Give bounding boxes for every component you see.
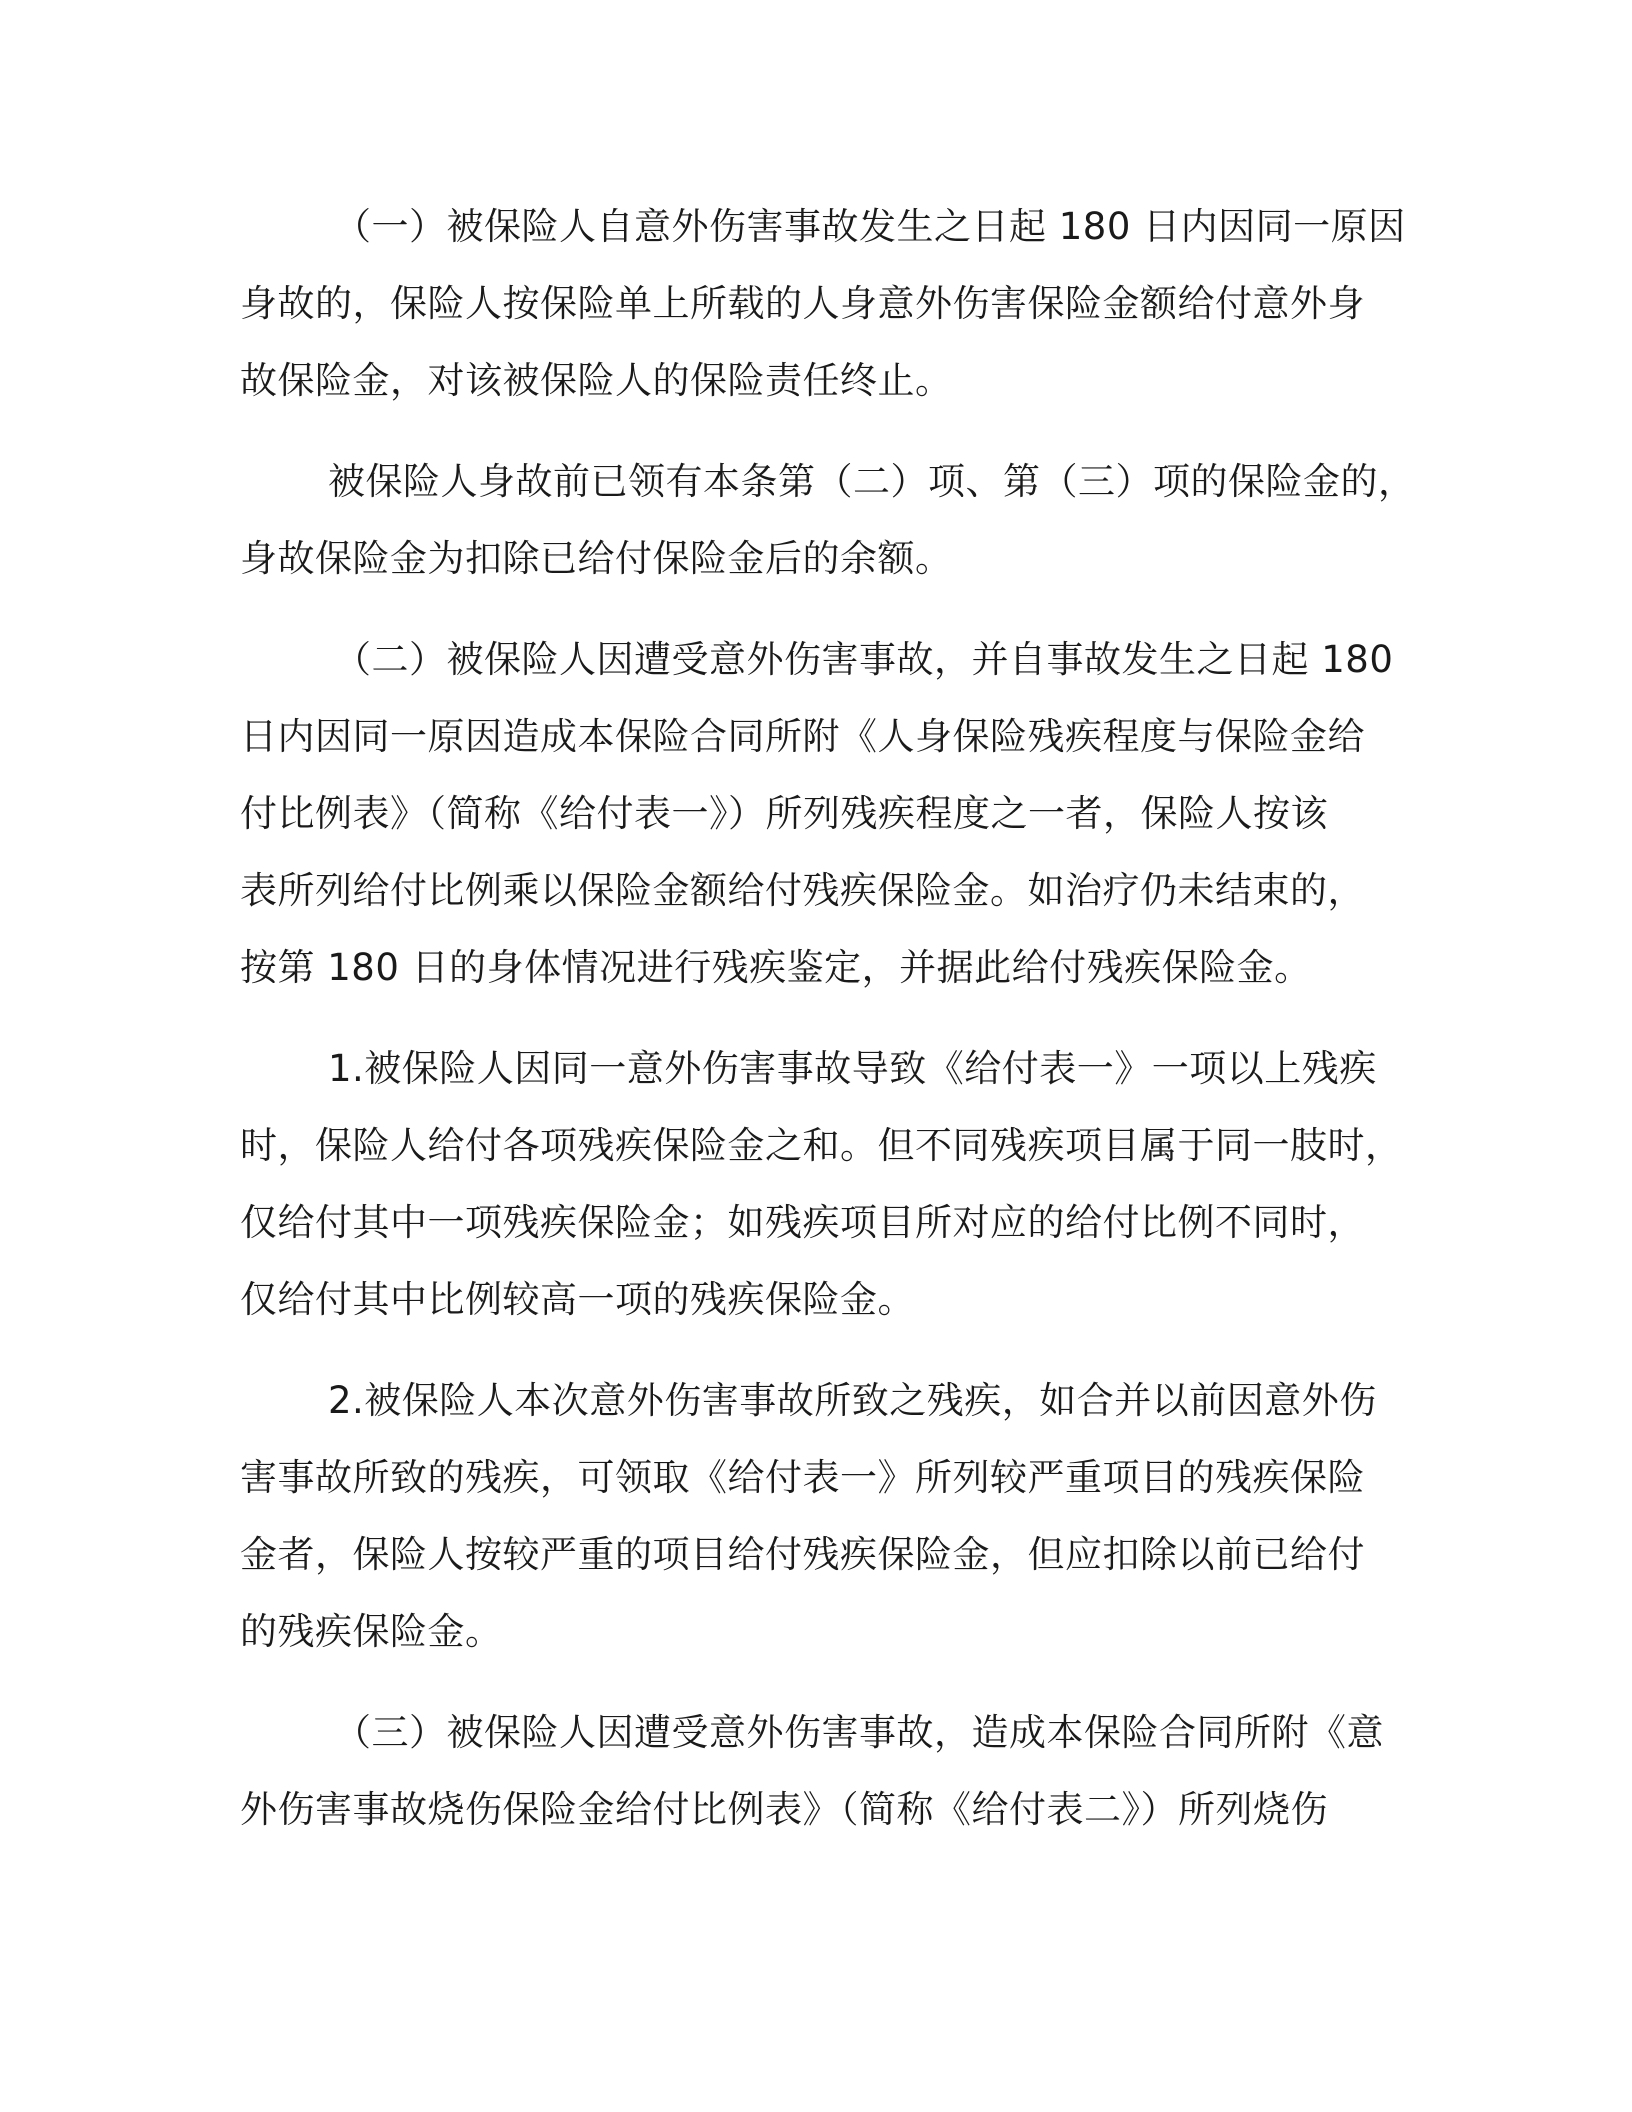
text-line: 日内因同一原因造成本保险合同所附《人身保险残疾程度与保险金给	[240, 715, 1365, 758]
text-line: 仅给付其中比例较高一项的残疾保险金。	[240, 1278, 915, 1321]
text-line: 仅给付其中一项残疾保险金；如残疾项目所对应的给付比例不同时，	[240, 1201, 1365, 1244]
paragraph-disability-benefit	[240, 621, 1400, 1006]
text-line: 时，保险人给付各项残疾保险金之和。但不同残疾项目属于同一肢时，	[240, 1124, 1403, 1167]
paragraph-death-benefit	[240, 188, 1406, 419]
paragraph-item-2	[240, 1362, 1400, 1670]
text-line: 身故的，保险人按保险单上所载的人身意外伤害保险金额给付意外身	[240, 282, 1365, 325]
text-line: 2.被保险人本次意外伤害事故所致之残疾，如合并以前因意外伤	[328, 1379, 1377, 1422]
text-line: （一）被保险人自意外伤害事故发生之日起 180 日内因同一原因	[334, 205, 1406, 248]
text-line: 付比例表》（简称《给付表一》）所列残疾程度之一者，保险人按该	[240, 792, 1328, 835]
paragraph-item-1	[240, 1030, 1403, 1338]
text-line: 金者，保险人按较严重的项目给付残疾保险金，但应扣除以前已给付	[240, 1533, 1365, 1576]
text-line: 害事故所致的残疾，可领取《给付表一》所列较严重项目的残疾保险	[240, 1456, 1365, 1499]
text-line: 按第 180 日的身体情况进行残疾鉴定，并据此给付残疾保险金。	[240, 946, 1312, 989]
text-line: 1.被保险人因同一意外伤害事故导致《给付表一》一项以上残疾	[328, 1047, 1377, 1090]
text-line: 被保险人身故前已领有本条第（二）项、第（三）项的保险金的，	[328, 460, 1416, 503]
document-body	[240, 188, 1416, 1848]
text-line: 外伤害事故烧伤保险金给付比例表》（简称《给付表二》）所列烧伤	[240, 1788, 1328, 1831]
paragraph-burn-benefit	[240, 1694, 1400, 1848]
text-line: 身故保险金为扣除已给付保险金后的余额。	[240, 537, 953, 580]
text-line: （二）被保险人因遭受意外伤害事故，并自事故发生之日起 180	[334, 638, 1394, 681]
text-line: 故保险金，对该被保险人的保险责任终止。	[240, 359, 953, 402]
text-line: 表所列给付比例乘以保险金额给付残疾保险金。如治疗仍未结束的，	[240, 869, 1365, 912]
text-line: （三）被保险人因遭受意外伤害事故，造成本保险合同所附《意	[334, 1711, 1384, 1754]
text-line: 的残疾保险金。	[240, 1610, 503, 1653]
paragraph-death-deduction	[240, 443, 1416, 597]
